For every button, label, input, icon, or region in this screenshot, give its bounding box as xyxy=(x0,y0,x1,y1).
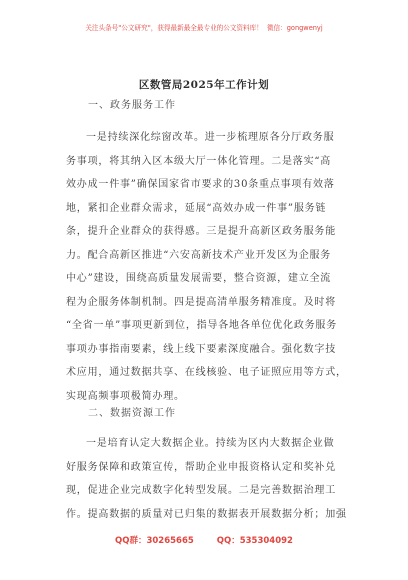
paragraph-line: 中心”建设，围绕高质量发展需要，整合资源，建立全流 xyxy=(66,273,332,284)
header-wechat-text: 微信：gongwenyj xyxy=(266,24,323,32)
document-title: 区数管局2025年工作计划 xyxy=(138,79,270,91)
paragraph-line: 条，提升企业群众的获得感。三是提升高新区政务服务能 xyxy=(66,226,336,237)
paragraph-line: “全省一单”事项更新到位，指导各地各单位优化政务服务 xyxy=(66,320,338,331)
header-banner xyxy=(0,22,408,32)
paragraph-line: 务事项，将其纳入区本级大厅一体化管理。二是落实“高 xyxy=(66,155,332,167)
paragraph-line: 作。提高数据的质量对已归集的数据表开展数据分析；加强 xyxy=(66,508,347,520)
section-heading-government-services: 一、政务服务工作 xyxy=(88,100,176,111)
section-paragraph-data-resources xyxy=(66,432,350,526)
section-paragraph-government-services xyxy=(66,126,350,408)
paragraph-line: 现，促进企业完成数字化转型发展。二是完善数据治理工 xyxy=(66,485,336,496)
paragraph-line: 事项办事指南要素，线上线下要素深度融合。强化数字技 xyxy=(66,343,336,355)
paragraph-line: 一是培育认定大数据企业。持续为区内大数据企业做 xyxy=(86,438,335,449)
paragraph-line: 一是持续深化综窗改革。进一步梳理原各分厅政务服 xyxy=(86,132,335,143)
paragraph-line: 好服务保障和政策宣传，帮助企业申报资格认定和奖补兑 xyxy=(66,461,336,473)
paragraph-line: 力。配合高新区推进“六安高新技术产业开发区为企服务 xyxy=(66,249,332,261)
header-banner-text: 关注头条号"公文研究"，获得最新最全最专业的公文资料库！ xyxy=(85,24,263,32)
paragraph-line: 程为企服务体制机制。四是提高清单服务精准度。及时将 xyxy=(66,296,336,308)
footer-contact xyxy=(0,534,408,546)
footer-qq-number: QQ：535304092 xyxy=(216,536,293,546)
paragraph-line: 地，紧扣企业群众需求，延展“高效办成一件事”服务链 xyxy=(66,202,327,214)
paragraph-line: 实现高频事项极简办理。 xyxy=(66,390,185,402)
paragraph-line: 术应用，通过数据共享、在线核验、电子证照应用等方式， xyxy=(66,367,347,378)
paragraph-line: 效办成一件事”确保国家省市要求的30条重点事项有效落 xyxy=(66,179,335,190)
footer-qq-group: QQ群：30265665 xyxy=(115,536,194,546)
section-heading-data-resources: 二、数据资源工作 xyxy=(88,408,176,419)
